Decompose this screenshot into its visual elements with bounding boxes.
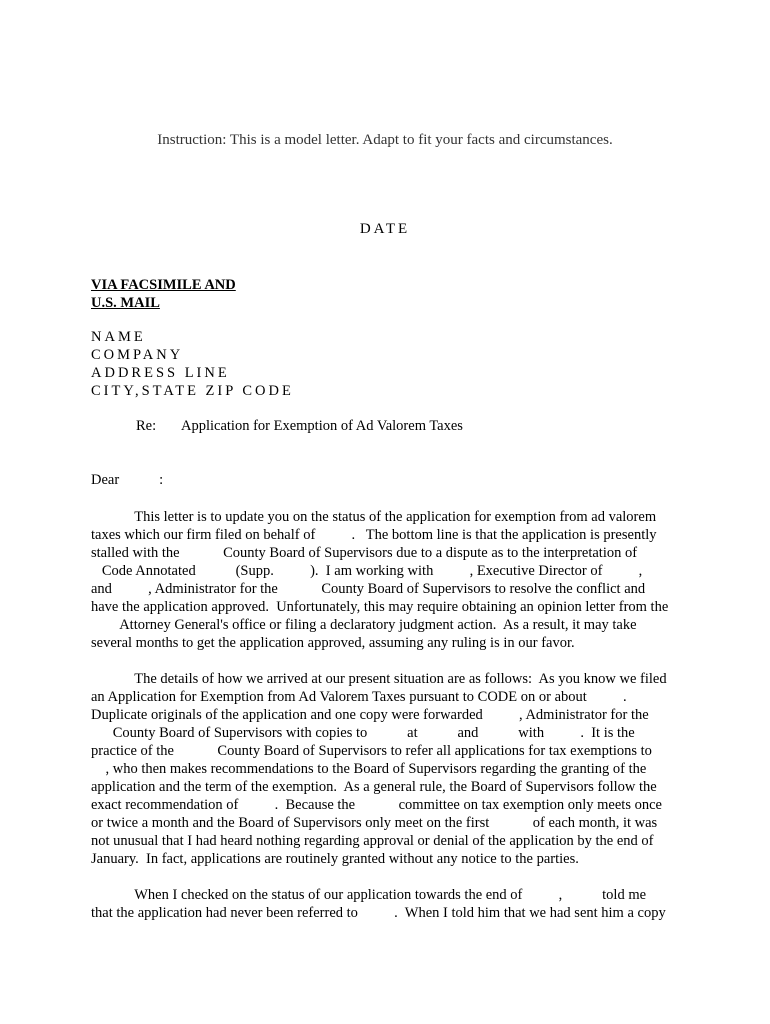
recipient-address-line: ADDRESS LINE <box>91 365 230 381</box>
recipient-company: COMPANY <box>91 347 184 363</box>
body-line: have the application approved. Unfortunately, this may require obtaining an opinion letter from the <box>91 599 669 615</box>
body-line: This letter is to update you on the status of the application for exemption from ad valorem <box>91 509 657 525</box>
body-line: , who then makes recommendations to the Board of Supervisors regarding the granting of the <box>91 761 647 777</box>
body-line: Attorney General's office or filing a declaratory judgment action. As a result, it may take <box>91 617 637 633</box>
re-label: Re: <box>136 418 157 434</box>
delivery-line-2: U.S. MAIL <box>91 295 160 311</box>
body-line: practice of the County Board of Supervisors to refer all applications for tax exemptions to <box>91 743 652 759</box>
delivery-method <box>91 276 236 312</box>
date-placeholder: DATE <box>359 221 411 237</box>
recipient-name: NAME <box>91 329 146 345</box>
body-line: or twice a month and the Board of Supervisors only meet on the first of each month, it was <box>91 815 658 831</box>
body-line: and , Administrator for the County Board of Supervisors to resolve the conflict and <box>91 581 646 597</box>
salutation <box>91 472 163 489</box>
body-line: County Board of Supervisors with copies to at and with . It is the <box>91 725 635 741</box>
subject-line <box>136 418 463 435</box>
body-line: January. In fact, applications are routinely granted without any notice to the parties. <box>91 851 579 867</box>
body-line: The details of how we arrived at our present situation are as follows: As you know we filed <box>91 671 667 687</box>
body-line: that the application had never been referred to . When I told him that we had sent him a copy <box>91 905 666 921</box>
body-line: taxes which our firm filed on behalf of . The bottom line is that the application is presently <box>91 527 657 543</box>
body-line: stalled with the County Board of Supervisors due to a dispute as to the interpretation of <box>91 545 638 561</box>
body-line: application and the term of the exemption. As a general rule, the Board of Supervisors follow the <box>91 779 657 795</box>
body-line: Duplicate originals of the application and one copy were forwarded , Administrator for the <box>91 707 649 723</box>
instruction-note: Instruction: This is a model letter. Adapt to fit your facts and circumstances. <box>157 132 613 148</box>
body-line: When I checked on the status of our application towards the end of , told me <box>91 887 647 903</box>
salutation-dear: Dear <box>91 472 120 488</box>
body-line: exact recommendation of . Because the committee on tax exemption only meets once <box>91 797 662 813</box>
recipient-address <box>91 328 294 400</box>
re-subject: Application for Exemption of Ad Valorem Taxes <box>181 418 463 434</box>
body-line: not unusual that I had heard nothing regarding approval or denial of the application by the end of <box>91 833 654 849</box>
delivery-line-1: VIA FACSIMILE AND <box>91 277 236 293</box>
body-line: several months to get the application approved, assuming any ruling is in our favor. <box>91 635 575 651</box>
body-line: Code Annotated (Supp. ). I am working with , Executive Director of , <box>91 563 643 579</box>
body-line: an Application for Exemption from Ad Valorem Taxes pursuant to CODE on or about . <box>91 689 627 705</box>
recipient-city: CITY,STATE ZIP CODE <box>91 383 294 399</box>
salutation-colon: : <box>159 472 164 488</box>
